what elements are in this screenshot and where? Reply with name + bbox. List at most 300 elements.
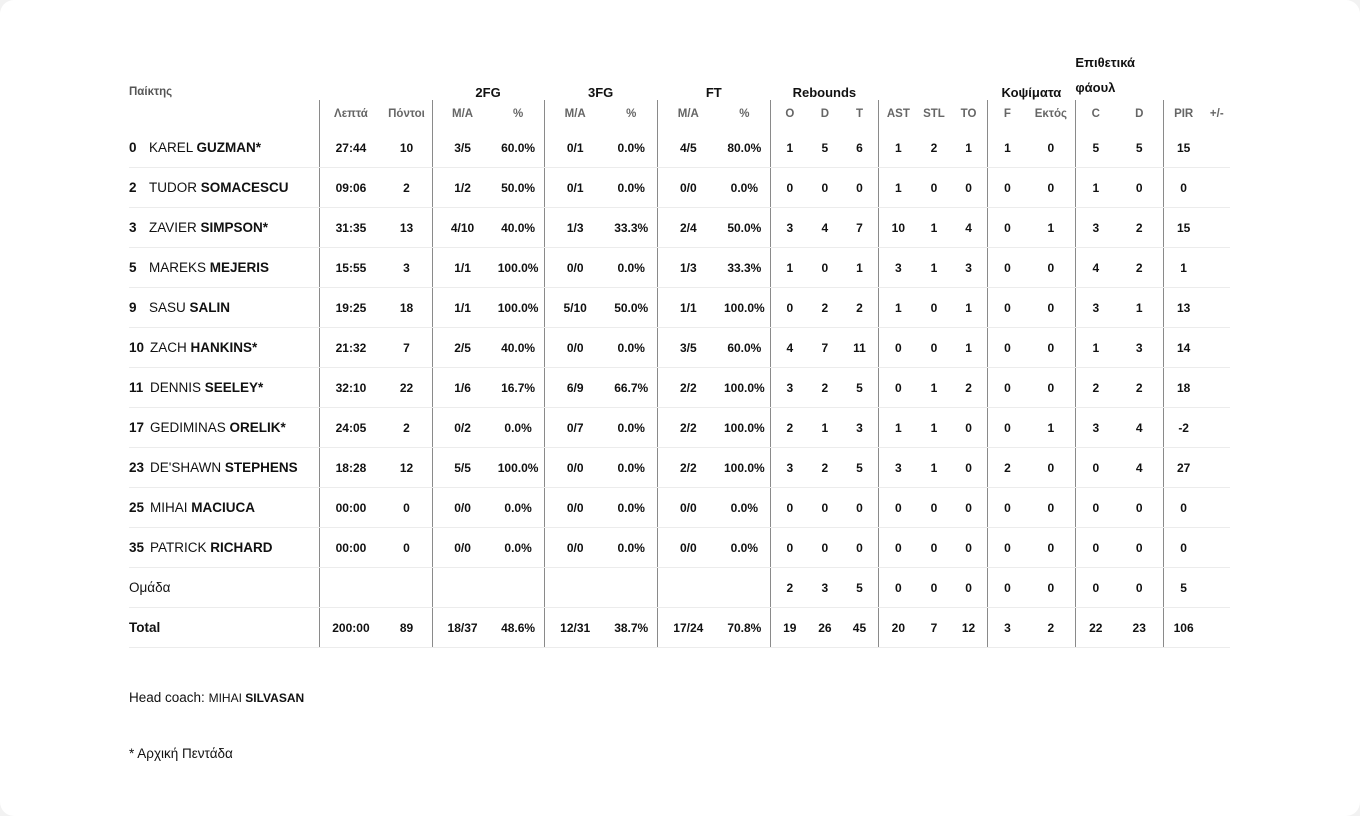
stat-2fg-ma: 2/5 bbox=[432, 328, 493, 368]
col-blk-f: F bbox=[987, 100, 1026, 128]
stat-2fg-pct: 100.0% bbox=[493, 288, 545, 328]
stat-3fg-pct: 0.0% bbox=[606, 488, 658, 528]
stat-ft-pct: 100.0% bbox=[719, 368, 771, 408]
stat-reb-t: 0 bbox=[841, 528, 878, 568]
group-offensive-fouls-line2: φάουλ bbox=[1075, 80, 1116, 95]
col-blk-a: Εκτός bbox=[1034, 108, 1067, 120]
team-stat-reb-t: 5 bbox=[841, 568, 878, 608]
stat-reb-t: 5 bbox=[841, 448, 878, 488]
stat-ft-pct: 0.0% bbox=[719, 168, 771, 208]
total-stat-blk-f: 3 bbox=[987, 608, 1026, 648]
player-last-name: ORELIK* bbox=[229, 420, 286, 435]
stat-3fg-ma: 0/1 bbox=[544, 128, 606, 168]
boxscore-body bbox=[129, 128, 1230, 648]
player-name[interactable] bbox=[129, 448, 320, 488]
player-last-name: MEJERIS bbox=[209, 260, 270, 275]
total-stat-reb-t: 45 bbox=[841, 608, 878, 648]
stat-reb-t: 6 bbox=[841, 128, 878, 168]
stat-reb-d: 4 bbox=[809, 208, 841, 248]
stat-stl: 1 bbox=[918, 368, 950, 408]
team-stat-ast: 0 bbox=[878, 568, 917, 608]
stat-points: 12 bbox=[382, 448, 433, 488]
total-stat-ft-ma: 17/24 bbox=[657, 608, 719, 648]
stat-blk-f: 2 bbox=[987, 448, 1026, 488]
player-number: 17 bbox=[129, 420, 145, 435]
stat-plus-minus bbox=[1204, 288, 1230, 328]
team-stat-reb-o: 2 bbox=[770, 568, 808, 608]
stat-pir: 15 bbox=[1163, 128, 1203, 168]
stat-reb-t: 3 bbox=[841, 408, 878, 448]
stat-plus-minus bbox=[1204, 528, 1230, 568]
stat-stl: 0 bbox=[918, 328, 950, 368]
team-stat-to: 0 bbox=[950, 568, 987, 608]
player-row bbox=[129, 448, 1230, 488]
stat-reb-t: 11 bbox=[841, 328, 878, 368]
stat-foul-c: 5 bbox=[1075, 128, 1115, 168]
stat-2fg-pct: 100.0% bbox=[493, 248, 545, 288]
stat-foul-d: 2 bbox=[1116, 368, 1163, 408]
stat-reb-o: 2 bbox=[770, 408, 808, 448]
total-stat-3fg-pct: 38.7% bbox=[606, 608, 658, 648]
stat-blk-a: 0 bbox=[1027, 368, 1075, 408]
player-last-name: MACIUCA bbox=[191, 500, 256, 515]
stat-reb-o: 4 bbox=[770, 328, 808, 368]
team-stat-3fg-ma bbox=[544, 568, 606, 608]
stat-foul-d: 4 bbox=[1116, 408, 1163, 448]
stat-3fg-ma: 1/3 bbox=[544, 208, 606, 248]
stat-ft-pct: 80.0% bbox=[719, 128, 771, 168]
col-ft-ma: M/A bbox=[657, 100, 719, 128]
stat-reb-t: 1 bbox=[841, 248, 878, 288]
total-stat-ast: 20 bbox=[878, 608, 917, 648]
stat-stl: 1 bbox=[918, 408, 950, 448]
stat-pir: 1 bbox=[1163, 248, 1203, 288]
stat-pir: 27 bbox=[1163, 448, 1203, 488]
player-number: 2 bbox=[129, 180, 137, 195]
stat-minutes: 21:32 bbox=[320, 328, 382, 368]
stat-2fg-ma: 1/1 bbox=[432, 248, 493, 288]
stat-points: 18 bbox=[382, 288, 433, 328]
stat-ft-pct: 0.0% bbox=[719, 528, 771, 568]
stat-3fg-ma: 5/10 bbox=[544, 288, 606, 328]
stat-2fg-pct: 0.0% bbox=[493, 488, 545, 528]
stat-points: 2 bbox=[382, 408, 433, 448]
stat-reb-o: 0 bbox=[770, 288, 808, 328]
stat-ft-pct: 33.3% bbox=[719, 248, 771, 288]
stat-foul-c: 3 bbox=[1075, 408, 1115, 448]
group-ft: FT bbox=[705, 85, 722, 100]
head-coach-name bbox=[209, 691, 305, 705]
group-3fg: 3FG bbox=[588, 85, 614, 100]
player-name[interactable] bbox=[129, 168, 320, 208]
stat-2fg-ma: 1/2 bbox=[432, 168, 493, 208]
stat-ft-ma: 0/0 bbox=[657, 488, 719, 528]
stat-reb-t: 5 bbox=[841, 368, 878, 408]
stat-points: 0 bbox=[382, 488, 433, 528]
stat-points: 3 bbox=[382, 248, 433, 288]
stat-blk-a: 0 bbox=[1027, 128, 1075, 168]
stat-blk-a: 0 bbox=[1027, 168, 1075, 208]
player-number: 25 bbox=[129, 500, 145, 515]
stat-pir: 18 bbox=[1163, 368, 1203, 408]
stat-to: 2 bbox=[950, 368, 987, 408]
stat-foul-c: 3 bbox=[1075, 288, 1115, 328]
stat-2fg-ma: 0/2 bbox=[432, 408, 493, 448]
stat-minutes: 00:00 bbox=[320, 528, 382, 568]
stat-ast: 10 bbox=[878, 208, 917, 248]
stat-ft-pct: 60.0% bbox=[719, 328, 771, 368]
stat-blk-a: 1 bbox=[1027, 408, 1075, 448]
stat-plus-minus bbox=[1204, 368, 1230, 408]
stat-reb-o: 3 bbox=[770, 208, 808, 248]
stat-3fg-ma: 0/1 bbox=[544, 168, 606, 208]
player-number: 5 bbox=[129, 260, 137, 275]
stat-stl: 0 bbox=[918, 488, 950, 528]
stat-ast: 1 bbox=[878, 408, 917, 448]
player-name[interactable] bbox=[129, 208, 320, 248]
total-stat-2fg-pct: 48.6% bbox=[493, 608, 545, 648]
player-name[interactable] bbox=[129, 528, 320, 568]
stat-2fg-pct: 60.0% bbox=[493, 128, 545, 168]
stat-to: 1 bbox=[950, 288, 987, 328]
stat-ast: 1 bbox=[878, 288, 917, 328]
stat-3fg-ma: 0/0 bbox=[544, 448, 606, 488]
stat-2fg-ma: 4/10 bbox=[432, 208, 493, 248]
stat-to: 1 bbox=[950, 328, 987, 368]
stat-2fg-ma: 5/5 bbox=[432, 448, 493, 488]
player-first-name: DE'SHAWN bbox=[150, 460, 222, 475]
stat-3fg-pct: 0.0% bbox=[606, 248, 658, 288]
stat-ft-ma: 0/0 bbox=[657, 528, 719, 568]
col-ast: AST bbox=[878, 100, 917, 128]
stat-ft-ma: 1/1 bbox=[657, 288, 719, 328]
player-last-name: SIMPSON* bbox=[200, 220, 269, 235]
stat-reb-o: 3 bbox=[770, 448, 808, 488]
player-name[interactable] bbox=[129, 408, 320, 448]
col-reb-d: D bbox=[820, 108, 830, 120]
stat-to: 1 bbox=[950, 128, 987, 168]
total-stat-pir: 106 bbox=[1163, 608, 1203, 648]
stat-minutes: 24:05 bbox=[320, 408, 382, 448]
stat-foul-d: 3 bbox=[1116, 328, 1163, 368]
col-reb-o: O bbox=[770, 100, 808, 128]
player-number: 9 bbox=[129, 300, 137, 315]
total-stat-points: 89 bbox=[382, 608, 433, 648]
group-offensive-fouls-line1: Επιθετικά bbox=[1075, 55, 1135, 70]
stat-3fg-ma: 0/0 bbox=[544, 328, 606, 368]
stat-2fg-ma: 3/5 bbox=[432, 128, 493, 168]
stat-blk-f: 0 bbox=[987, 368, 1026, 408]
stat-pir: 15 bbox=[1163, 208, 1203, 248]
team-row bbox=[129, 568, 1230, 608]
col-minutes: Λεπτά bbox=[320, 100, 382, 128]
starter-note: * Αρχική Πεντάδα bbox=[129, 746, 233, 761]
stat-foul-c: 1 bbox=[1075, 328, 1115, 368]
stat-foul-c: 3 bbox=[1075, 208, 1115, 248]
stat-2fg-pct: 16.7% bbox=[493, 368, 545, 408]
player-row bbox=[129, 408, 1230, 448]
stat-foul-d: 0 bbox=[1116, 528, 1163, 568]
stat-to: 0 bbox=[950, 488, 987, 528]
stat-reb-o: 1 bbox=[770, 128, 808, 168]
stat-to: 4 bbox=[950, 208, 987, 248]
stat-2fg-ma: 0/0 bbox=[432, 528, 493, 568]
stat-to: 0 bbox=[950, 528, 987, 568]
team-stat-2fg-pct bbox=[493, 568, 545, 608]
stat-pir: 13 bbox=[1163, 288, 1203, 328]
stat-blk-f: 0 bbox=[987, 488, 1026, 528]
col-2fg-pct: % bbox=[512, 108, 524, 120]
team-stat-foul-c: 0 bbox=[1075, 568, 1115, 608]
head-coach-first: MIHAI bbox=[208, 691, 242, 705]
total-stat-plus-minus bbox=[1204, 608, 1230, 648]
col-points: Πόντοι bbox=[388, 108, 425, 120]
stat-3fg-pct: 0.0% bbox=[606, 408, 658, 448]
col-3fg-pct: % bbox=[626, 108, 637, 120]
boxscore-table bbox=[129, 50, 1230, 648]
stat-stl: 0 bbox=[918, 168, 950, 208]
team-stat-2fg-ma bbox=[432, 568, 493, 608]
player-row bbox=[129, 368, 1230, 408]
stat-3fg-pct: 0.0% bbox=[606, 448, 658, 488]
stat-reb-o: 0 bbox=[770, 488, 808, 528]
stat-blk-f: 0 bbox=[987, 328, 1026, 368]
player-first-name: SASU bbox=[149, 300, 186, 315]
stat-plus-minus bbox=[1204, 168, 1230, 208]
group-blocks: Κοψίματα bbox=[1001, 85, 1062, 100]
stat-ft-ma: 2/4 bbox=[657, 208, 719, 248]
player-first-name: MAREKS bbox=[149, 260, 207, 275]
stat-reb-d: 2 bbox=[809, 288, 841, 328]
stat-plus-minus bbox=[1204, 488, 1230, 528]
stat-reb-o: 0 bbox=[770, 528, 808, 568]
stat-blk-a: 1 bbox=[1027, 208, 1075, 248]
player-row bbox=[129, 288, 1230, 328]
stat-foul-c: 0 bbox=[1075, 448, 1115, 488]
player-first-name: DENNIS bbox=[150, 380, 202, 395]
stat-pir: 14 bbox=[1163, 328, 1203, 368]
stat-2fg-pct: 100.0% bbox=[493, 448, 545, 488]
stat-2fg-ma: 1/6 bbox=[432, 368, 493, 408]
col-foul-c: C bbox=[1075, 100, 1115, 128]
team-stat-ft-ma bbox=[657, 568, 719, 608]
total-stat-ft-pct: 70.8% bbox=[719, 608, 771, 648]
stat-foul-d: 5 bbox=[1116, 128, 1163, 168]
stat-foul-d: 2 bbox=[1116, 248, 1163, 288]
stat-reb-t: 7 bbox=[841, 208, 878, 248]
stat-reb-d: 0 bbox=[809, 488, 841, 528]
stat-to: 0 bbox=[950, 448, 987, 488]
stat-foul-c: 2 bbox=[1075, 368, 1115, 408]
stat-plus-minus bbox=[1204, 328, 1230, 368]
stat-blk-a: 0 bbox=[1027, 328, 1075, 368]
player-last-name: SOMACESCU bbox=[200, 180, 289, 195]
team-stat-pir: 5 bbox=[1163, 568, 1203, 608]
player-name[interactable] bbox=[129, 248, 320, 288]
player-last-name: STEPHENS bbox=[224, 460, 298, 475]
player-name[interactable] bbox=[129, 288, 320, 328]
team-stat-points bbox=[382, 568, 433, 608]
stat-2fg-pct: 40.0% bbox=[493, 208, 545, 248]
stat-3fg-pct: 0.0% bbox=[606, 128, 658, 168]
stat-blk-f: 0 bbox=[987, 528, 1026, 568]
stat-blk-a: 0 bbox=[1027, 288, 1075, 328]
stat-foul-c: 0 bbox=[1075, 488, 1115, 528]
stat-stl: 1 bbox=[918, 208, 950, 248]
stat-points: 22 bbox=[382, 368, 433, 408]
stat-3fg-ma: 0/0 bbox=[544, 248, 606, 288]
player-first-name: ZACH bbox=[150, 340, 187, 355]
stat-ft-pct: 100.0% bbox=[719, 288, 771, 328]
player-number: 0 bbox=[129, 140, 137, 155]
total-stat-minutes: 200:00 bbox=[320, 608, 382, 648]
stat-foul-c: 1 bbox=[1075, 168, 1115, 208]
col-foul-d: D bbox=[1135, 108, 1144, 120]
total-stat-reb-d: 26 bbox=[809, 608, 841, 648]
player-name[interactable] bbox=[129, 328, 320, 368]
head-coach-last: SILVASAN bbox=[245, 691, 305, 705]
player-number: 11 bbox=[129, 380, 144, 395]
stat-to: 0 bbox=[950, 168, 987, 208]
player-last-name: RICHARD bbox=[210, 540, 273, 555]
stat-reb-t: 0 bbox=[841, 168, 878, 208]
total-stat-foul-c: 22 bbox=[1075, 608, 1115, 648]
player-number: 35 bbox=[129, 540, 145, 555]
stat-reb-d: 2 bbox=[809, 368, 841, 408]
group-rebounds: Rebounds bbox=[792, 85, 857, 100]
stat-3fg-pct: 50.0% bbox=[606, 288, 658, 328]
stat-reb-d: 0 bbox=[809, 168, 841, 208]
stat-2fg-pct: 40.0% bbox=[493, 328, 545, 368]
player-first-name: GEDIMINAS bbox=[150, 420, 226, 435]
total-stat-foul-d: 23 bbox=[1116, 608, 1163, 648]
stat-to: 3 bbox=[950, 248, 987, 288]
stat-reb-o: 3 bbox=[770, 368, 808, 408]
stat-foul-c: 0 bbox=[1075, 528, 1115, 568]
stat-3fg-ma: 0/7 bbox=[544, 408, 606, 448]
stat-foul-c: 4 bbox=[1075, 248, 1115, 288]
team-stat-plus-minus bbox=[1204, 568, 1230, 608]
stat-blk-f: 1 bbox=[987, 128, 1026, 168]
player-row bbox=[129, 208, 1230, 248]
stat-points: 13 bbox=[382, 208, 433, 248]
stat-ft-ma: 2/2 bbox=[657, 408, 719, 448]
stat-ft-pct: 100.0% bbox=[719, 448, 771, 488]
col-3fg-ma: M/A bbox=[544, 100, 606, 128]
stat-3fg-pct: 66.7% bbox=[606, 368, 658, 408]
player-first-name: KAREL bbox=[149, 140, 193, 155]
stat-2fg-ma: 1/1 bbox=[432, 288, 493, 328]
stat-blk-f: 0 bbox=[987, 288, 1026, 328]
stat-blk-f: 0 bbox=[987, 208, 1026, 248]
team-stat-reb-d: 3 bbox=[809, 568, 841, 608]
stat-reb-d: 0 bbox=[809, 528, 841, 568]
stat-points: 10 bbox=[382, 128, 433, 168]
stat-2fg-pct: 0.0% bbox=[493, 408, 545, 448]
stat-blk-a: 0 bbox=[1027, 528, 1075, 568]
team-stat-stl: 0 bbox=[918, 568, 950, 608]
stat-3fg-pct: 0.0% bbox=[606, 328, 658, 368]
stat-plus-minus bbox=[1204, 128, 1230, 168]
stat-3fg-pct: 0.0% bbox=[606, 528, 658, 568]
stat-minutes: 19:25 bbox=[320, 288, 382, 328]
stat-minutes: 15:55 bbox=[320, 248, 382, 288]
group-2fg: 2FG bbox=[475, 85, 501, 100]
total-stat-to: 12 bbox=[950, 608, 987, 648]
stat-blk-f: 0 bbox=[987, 168, 1026, 208]
stat-3fg-ma: 0/0 bbox=[544, 488, 606, 528]
stat-foul-d: 0 bbox=[1116, 488, 1163, 528]
stat-foul-d: 2 bbox=[1116, 208, 1163, 248]
player-last-name: HANKINS* bbox=[190, 340, 258, 355]
player-first-name: ZAVIER bbox=[149, 220, 197, 235]
stat-reb-o: 1 bbox=[770, 248, 808, 288]
stat-points: 7 bbox=[382, 328, 433, 368]
stat-blk-f: 0 bbox=[987, 248, 1026, 288]
stat-plus-minus bbox=[1204, 208, 1230, 248]
stat-plus-minus bbox=[1204, 248, 1230, 288]
player-name[interactable] bbox=[129, 368, 320, 408]
stat-foul-d: 0 bbox=[1116, 168, 1163, 208]
total-label: Total bbox=[129, 608, 320, 648]
stat-pir: 0 bbox=[1163, 488, 1203, 528]
stat-ast: 0 bbox=[878, 328, 917, 368]
stat-pir: -2 bbox=[1163, 408, 1203, 448]
total-stat-blk-a: 2 bbox=[1027, 608, 1075, 648]
stat-ast: 1 bbox=[878, 168, 917, 208]
team-stat-ft-pct bbox=[719, 568, 771, 608]
stat-3fg-pct: 33.3% bbox=[606, 208, 658, 248]
team-stat-foul-d: 0 bbox=[1116, 568, 1163, 608]
player-first-name: MIHAI bbox=[150, 500, 188, 515]
total-stat-3fg-ma: 12/31 bbox=[544, 608, 606, 648]
stat-ft-ma: 2/2 bbox=[657, 448, 719, 488]
group-header-row bbox=[129, 50, 1230, 100]
stat-minutes: 31:35 bbox=[320, 208, 382, 248]
stat-pir: 0 bbox=[1163, 168, 1203, 208]
stat-stl: 0 bbox=[918, 528, 950, 568]
stat-reb-t: 2 bbox=[841, 288, 878, 328]
stat-points: 2 bbox=[382, 168, 433, 208]
stat-stl: 1 bbox=[918, 248, 950, 288]
stat-stl: 0 bbox=[918, 288, 950, 328]
stat-minutes: 18:28 bbox=[320, 448, 382, 488]
column-header-row bbox=[129, 100, 1230, 128]
stat-blk-a: 0 bbox=[1027, 248, 1075, 288]
stat-plus-minus bbox=[1204, 408, 1230, 448]
player-last-name: SEELEY* bbox=[204, 380, 264, 395]
total-row bbox=[129, 608, 1230, 648]
player-name[interactable] bbox=[129, 128, 320, 168]
col-reb-t: T bbox=[855, 108, 863, 120]
team-stat-blk-f: 0 bbox=[987, 568, 1026, 608]
stat-ft-pct: 0.0% bbox=[719, 488, 771, 528]
col-player: Παίκτης bbox=[129, 86, 173, 98]
player-row bbox=[129, 328, 1230, 368]
player-row bbox=[129, 488, 1230, 528]
stat-stl: 2 bbox=[918, 128, 950, 168]
player-last-name: SALIN bbox=[189, 300, 231, 315]
player-name[interactable] bbox=[129, 488, 320, 528]
stat-3fg-ma: 6/9 bbox=[544, 368, 606, 408]
stat-2fg-pct: 50.0% bbox=[493, 168, 545, 208]
stat-ft-pct: 50.0% bbox=[719, 208, 771, 248]
stat-points: 0 bbox=[382, 528, 433, 568]
total-stat-2fg-ma: 18/37 bbox=[432, 608, 493, 648]
col-to: TO bbox=[960, 108, 977, 120]
stat-plus-minus bbox=[1204, 448, 1230, 488]
col-pir: PIR bbox=[1163, 100, 1203, 128]
